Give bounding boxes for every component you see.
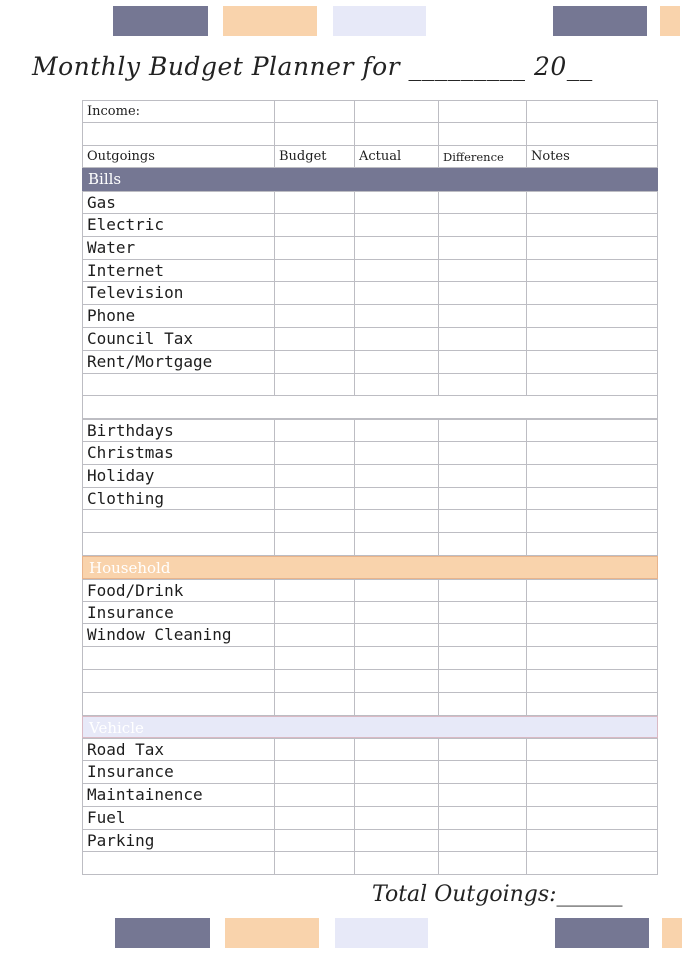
outgoing-cell[interactable]: [82, 784, 274, 806]
table-row: [82, 282, 658, 305]
outgoing-cell[interactable]: [82, 123, 274, 145]
item-label: Holiday: [87, 465, 155, 485]
item-label: Council Tax: [87, 328, 193, 348]
budget-cell[interactable]: [274, 282, 354, 304]
budget-cell[interactable]: [274, 305, 354, 327]
budget-cell[interactable]: [274, 374, 354, 396]
section-label-household: Household: [89, 558, 171, 577]
notes-cell[interactable]: [526, 647, 658, 669]
section-label-vehicle: Vehicle: [89, 718, 144, 737]
notes-cell[interactable]: [526, 852, 658, 874]
actual-cell[interactable]: [354, 237, 438, 259]
outgoing-cell[interactable]: [82, 260, 274, 282]
actual-cell[interactable]: [354, 852, 438, 874]
item-label: Birthdays: [87, 421, 174, 441]
actual-cell[interactable]: [354, 580, 438, 601]
difference-cell[interactable]: [438, 693, 526, 715]
table-row: [82, 738, 658, 761]
outgoing-cell[interactable]: [82, 510, 274, 532]
notes-cell[interactable]: [526, 761, 658, 783]
item-label: Parking: [87, 830, 155, 850]
budget-cell[interactable]: [274, 852, 354, 874]
header-actual-label: Actual: [359, 148, 402, 164]
notes-cell[interactable]: [526, 807, 658, 829]
budget-cell[interactable]: [274, 351, 354, 373]
budget-cell[interactable]: [274, 761, 354, 783]
notes-cell[interactable]: [526, 510, 658, 532]
notes-cell[interactable]: [526, 305, 658, 327]
outgoing-cell[interactable]: [82, 761, 274, 783]
budget-cell[interactable]: [274, 693, 354, 715]
outgoing-cell[interactable]: [82, 852, 274, 874]
outgoing-cell[interactable]: [82, 830, 274, 852]
item-label: Gas: [87, 193, 116, 213]
table-row: [82, 852, 658, 875]
table-row: [82, 123, 658, 146]
item-label: Insurance: [87, 762, 174, 782]
table-row: [82, 305, 658, 328]
actual-cell[interactable]: [354, 420, 438, 441]
household-rows: [82, 579, 658, 647]
difference-cell[interactable]: [438, 237, 526, 259]
item-label: Food/Drink: [87, 580, 184, 600]
notes-cell[interactable]: [526, 465, 658, 487]
budget-cell[interactable]: [274, 830, 354, 852]
budget-cell[interactable]: [274, 328, 354, 350]
difference-cell[interactable]: [438, 784, 526, 806]
table-row: [82, 761, 658, 784]
difference-cell[interactable]: [438, 192, 526, 213]
notes-cell[interactable]: [526, 420, 658, 441]
notes-cell[interactable]: [526, 488, 658, 510]
section-label-bills: Bills: [88, 170, 122, 189]
difference-cell[interactable]: [438, 123, 526, 145]
header-outgoings-label: Outgoings: [87, 148, 155, 164]
blank-divider-row: [82, 396, 658, 419]
item-label: Electric: [87, 214, 165, 234]
item-label: Clothing: [87, 488, 165, 508]
notes-cell[interactable]: [526, 328, 658, 350]
header-outgoings: [82, 146, 274, 168]
difference-cell[interactable]: [438, 852, 526, 874]
difference-cell[interactable]: [438, 420, 526, 441]
color-swatch-slate-top-right: [553, 6, 647, 36]
outgoing-cell[interactable]: [82, 465, 274, 487]
page-title: Monthly Budget Planner for _________ 20__: [32, 52, 593, 81]
actual-cell[interactable]: [354, 328, 438, 350]
total-outgoings: Total Outgoings:______: [372, 882, 623, 907]
table-row: [82, 693, 658, 716]
difference-cell[interactable]: [438, 830, 526, 852]
difference-cell[interactable]: [438, 602, 526, 624]
section-bar-bills: [82, 168, 658, 191]
outgoing-cell[interactable]: [82, 374, 274, 396]
table-row: [82, 488, 658, 511]
budget-cell[interactable]: [274, 647, 354, 669]
difference-cell[interactable]: [438, 807, 526, 829]
table-row: [82, 579, 658, 602]
item-label: Maintainence: [87, 784, 203, 804]
budget-cell[interactable]: [274, 580, 354, 601]
item-label: Internet: [87, 260, 165, 280]
actual-cell[interactable]: [354, 670, 438, 692]
table-row: [82, 419, 658, 442]
actual-cell[interactable]: [354, 510, 438, 532]
actual-cell[interactable]: [354, 647, 438, 669]
item-label: Phone: [87, 306, 136, 326]
color-swatch-peach-top-right: [660, 6, 680, 36]
notes-cell[interactable]: [526, 693, 658, 715]
outgoing-cell[interactable]: [82, 192, 274, 213]
table-row: [82, 602, 658, 625]
header-difference-label: Difference: [443, 149, 504, 164]
outgoing-cell[interactable]: [82, 214, 274, 236]
outgoing-cell[interactable]: [82, 580, 274, 601]
budget-cell[interactable]: [274, 237, 354, 259]
actual-cell[interactable]: [354, 260, 438, 282]
item-label: Fuel: [87, 807, 126, 827]
budget-cell[interactable]: [274, 739, 354, 760]
budget-cell[interactable]: [274, 192, 354, 213]
outgoing-cell[interactable]: [82, 693, 274, 715]
color-swatch-peach-top: [223, 6, 317, 36]
difference-cell[interactable]: [438, 580, 526, 601]
notes-cell[interactable]: [526, 214, 658, 236]
table-row: [82, 510, 658, 533]
difference-cell[interactable]: [438, 647, 526, 669]
table-row: [82, 670, 658, 693]
color-swatch-lavender-bottom: [335, 918, 428, 948]
difference-cell[interactable]: [438, 328, 526, 350]
actual-cell[interactable]: [354, 739, 438, 760]
color-swatch-peach-bottom-right: [662, 918, 682, 948]
notes-cell[interactable]: [526, 351, 658, 373]
budget-cell[interactable]: [274, 123, 354, 145]
actual-cell[interactable]: [354, 488, 438, 510]
notes-cell[interactable]: [526, 533, 658, 555]
notes-cell[interactable]: [526, 670, 658, 692]
actual-cell[interactable]: [354, 123, 438, 145]
color-swatch-slate-bottom-right: [555, 918, 649, 948]
difference-cell[interactable]: [438, 305, 526, 327]
budget-table: [82, 100, 658, 875]
table-row: [82, 237, 658, 260]
notes-cell[interactable]: [526, 123, 658, 145]
budget-cell[interactable]: [274, 488, 354, 510]
outgoing-cell[interactable]: [82, 420, 274, 441]
notes-cell[interactable]: [526, 602, 658, 624]
outgoing-cell[interactable]: [82, 533, 274, 555]
section-bar-household: [82, 556, 658, 579]
actual-cell[interactable]: [354, 214, 438, 236]
header-budget-label: Budget: [279, 148, 327, 164]
actual-cell[interactable]: [354, 305, 438, 327]
difference-cell[interactable]: [438, 260, 526, 282]
actual-cell[interactable]: [354, 602, 438, 624]
outgoing-cell[interactable]: [82, 647, 274, 669]
actual-cell[interactable]: [354, 693, 438, 715]
notes-cell[interactable]: [526, 282, 658, 304]
seasonal-rows: [82, 419, 658, 510]
item-label: Rent/Mortgage: [87, 351, 213, 371]
difference-cell[interactable]: [438, 351, 526, 373]
actual-cell[interactable]: [354, 533, 438, 555]
actual-cell[interactable]: [354, 784, 438, 806]
outgoing-cell[interactable]: [82, 602, 274, 624]
difference-cell[interactable]: [438, 442, 526, 464]
income-notes-cell[interactable]: [526, 101, 658, 122]
color-swatch-slate-bottom: [115, 918, 210, 948]
difference-cell[interactable]: [438, 214, 526, 236]
table-row: [82, 328, 658, 351]
item-label: Television: [87, 283, 184, 303]
table-row: [82, 830, 658, 853]
outgoing-cell[interactable]: [82, 488, 274, 510]
header-notes-label: Notes: [531, 148, 570, 164]
notes-cell[interactable]: [526, 784, 658, 806]
table-row: [82, 533, 658, 556]
budget-cell[interactable]: [274, 670, 354, 692]
table-row: [82, 647, 658, 670]
table-row: [82, 374, 658, 397]
outgoing-cell[interactable]: [82, 305, 274, 327]
outgoing-cell[interactable]: [82, 739, 274, 760]
difference-cell[interactable]: [438, 465, 526, 487]
actual-cell[interactable]: [354, 374, 438, 396]
notes-cell[interactable]: [526, 237, 658, 259]
actual-cell[interactable]: [354, 624, 438, 646]
difference-cell[interactable]: [438, 510, 526, 532]
difference-cell[interactable]: [438, 739, 526, 760]
budget-cell[interactable]: [274, 260, 354, 282]
difference-cell[interactable]: [438, 488, 526, 510]
outgoing-cell[interactable]: [82, 624, 274, 646]
actual-cell[interactable]: [354, 807, 438, 829]
budget-cell[interactable]: [274, 624, 354, 646]
difference-cell[interactable]: [438, 282, 526, 304]
actual-cell[interactable]: [354, 830, 438, 852]
outgoing-cell[interactable]: [82, 670, 274, 692]
difference-cell[interactable]: [438, 670, 526, 692]
budget-cell[interactable]: [274, 510, 354, 532]
difference-cell[interactable]: [438, 624, 526, 646]
section-bar-vehicle: [82, 716, 658, 739]
notes-cell[interactable]: [526, 260, 658, 282]
outgoing-cell[interactable]: [82, 282, 274, 304]
outgoing-cell[interactable]: [82, 237, 274, 259]
notes-cell[interactable]: [526, 442, 658, 464]
header-difference: [438, 146, 526, 168]
notes-cell[interactable]: [526, 374, 658, 396]
bills-rows: [82, 191, 658, 373]
vehicle-rows: [82, 738, 658, 852]
actual-cell[interactable]: [354, 442, 438, 464]
income-label: Income:: [87, 104, 141, 119]
table-row: [82, 260, 658, 283]
notes-cell[interactable]: [526, 739, 658, 760]
color-swatch-peach-bottom: [225, 918, 319, 948]
outgoing-cell[interactable]: [82, 807, 274, 829]
difference-cell[interactable]: [438, 761, 526, 783]
notes-cell[interactable]: [526, 830, 658, 852]
item-label: Road Tax: [87, 740, 165, 760]
actual-cell[interactable]: [354, 282, 438, 304]
budget-cell[interactable]: [274, 602, 354, 624]
budget-cell[interactable]: [274, 807, 354, 829]
budget-cell[interactable]: [274, 533, 354, 555]
item-label: Window Cleaning: [87, 625, 232, 645]
table-row: [82, 191, 658, 214]
budget-cell[interactable]: [274, 214, 354, 236]
budget-cell[interactable]: [274, 442, 354, 464]
difference-cell[interactable]: [438, 374, 526, 396]
budget-cell[interactable]: [274, 784, 354, 806]
item-label: Insurance: [87, 602, 174, 622]
color-swatch-lavender-top: [333, 6, 426, 36]
table-row: [82, 624, 658, 647]
notes-cell[interactable]: [526, 624, 658, 646]
item-label: Water: [87, 237, 136, 257]
actual-cell[interactable]: [354, 761, 438, 783]
notes-cell[interactable]: [526, 580, 658, 601]
income-actual-cell[interactable]: [354, 101, 438, 122]
notes-cell[interactable]: [526, 192, 658, 213]
actual-cell[interactable]: [354, 351, 438, 373]
income-budget-cell[interactable]: [274, 101, 354, 122]
outgoing-cell[interactable]: [82, 328, 274, 350]
income-difference-cell[interactable]: [438, 101, 526, 122]
table-row: [82, 214, 658, 237]
actual-cell[interactable]: [354, 465, 438, 487]
difference-cell[interactable]: [438, 533, 526, 555]
header-notes: [526, 146, 658, 168]
header-budget: [274, 146, 354, 168]
outgoing-cell[interactable]: [82, 351, 274, 373]
color-swatch-slate-top: [113, 6, 208, 36]
outgoing-cell[interactable]: [82, 442, 274, 464]
income-row: [82, 100, 658, 123]
table-row: [82, 784, 658, 807]
actual-cell[interactable]: [354, 192, 438, 213]
budget-cell[interactable]: [274, 465, 354, 487]
item-label: Christmas: [87, 442, 174, 462]
table-row: [82, 442, 658, 465]
header-actual: [354, 146, 438, 168]
budget-cell[interactable]: [274, 420, 354, 441]
table-row: [82, 465, 658, 488]
table-row: [82, 807, 658, 830]
column-header-row: [82, 146, 658, 169]
table-row: [82, 351, 658, 374]
income-label-cell[interactable]: [82, 101, 274, 122]
